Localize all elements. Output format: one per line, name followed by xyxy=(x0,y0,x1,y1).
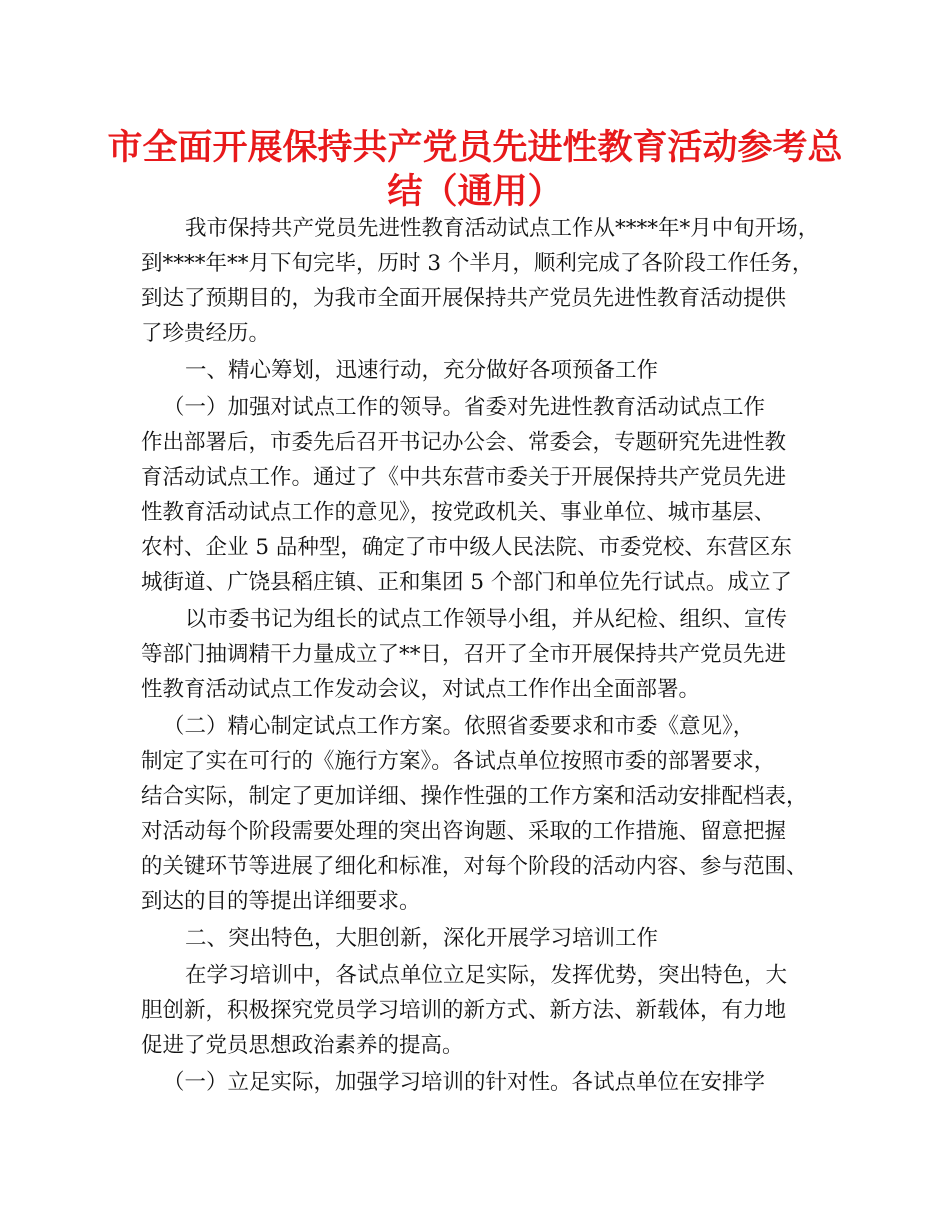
body-line: 了珍贵经历。 xyxy=(141,321,271,346)
body-line: 对活动每个阶段需要处理的突出咨询题、采取的工作措施、留意把握 xyxy=(141,819,787,844)
body-line: 到达了预期目的，为我市全面开展保持共产党员先进性教育活动提供 xyxy=(141,286,787,311)
body-line: 到达的目的等提出详细要求。 xyxy=(141,889,421,914)
body-line: 性教育活动试点工作发动会议，对试点工作作出全面部署。 xyxy=(141,677,701,702)
body-line: 农村、企业 5 品种型，确定了市中级人民法院、市委党校、东营区东 xyxy=(141,535,792,560)
body-line: 到****年**月下旬完毕，历时 3 个半月，顺利完成了各阶段工作任务， xyxy=(141,251,814,276)
body-line: 胆创新，积极探究党员学习培训的新方式、新方法、新载体，有力地 xyxy=(141,998,787,1023)
section-heading: 一、精心筹划，迅速行动，充分做好各项预备工作 xyxy=(185,358,659,383)
document-title-line-1: 市全面开展保持共产党员先进性教育活动参考总 xyxy=(107,128,843,168)
body-line: 在学习培训中，各试点单位立足实际，发挥优势，突出特色，大 xyxy=(185,963,788,988)
body-line: （一）立足实际，加强学习培训的针对性。各试点单位在安排学 xyxy=(163,1070,766,1095)
body-line: （二）精心制定试点工作方案。依照省委要求和市委《意见》， xyxy=(163,714,755,739)
body-line: 以市委书记为组长的试点工作领导小组，并从纪检、组织、宣传 xyxy=(185,607,788,632)
body-line: 作出部署后，市委先后召开书记办公会、常委会，专题研究先进性教 xyxy=(141,430,787,455)
body-line: 城街道、广饶县稻庄镇、正和集团 5 个部门和单位先行试点。成立了 xyxy=(141,570,792,595)
body-line: 我市保持共产党员先进性教育活动试点工作从****年*月中旬开场， xyxy=(185,216,820,241)
section-heading: 二、突出特色，大胆创新，深化开展学习培训工作 xyxy=(185,926,659,951)
body-line: 育活动试点工作。通过了《中共东营市委关于开展保持共产党员先进 xyxy=(141,465,787,490)
body-line: 等部门抽调精干力量成立了**日，召开了全市开展保持共产党员先进 xyxy=(141,642,787,667)
body-line: 制定了实在可行的《施行方案》。各试点单位按照市委的部署要求， xyxy=(141,749,776,774)
body-line: 性教育活动试点工作的意见》，按党政机关、事业单位、城市基层、 xyxy=(141,500,776,525)
body-line: 结合实际，制定了更加详细、操作性强的工作方案和活动安排配档表， xyxy=(141,784,808,809)
document-title-line-2: 结（通用） xyxy=(387,172,563,212)
body-line: （一）加强对试点工作的领导。省委对先进性教育活动试点工作 xyxy=(163,395,766,420)
body-line: 促进了党员思想政治素养的提高。 xyxy=(141,1033,464,1058)
body-line: 的关键环节等进展了细化和标准，对每个阶段的活动内容、参与范围、 xyxy=(141,854,808,879)
